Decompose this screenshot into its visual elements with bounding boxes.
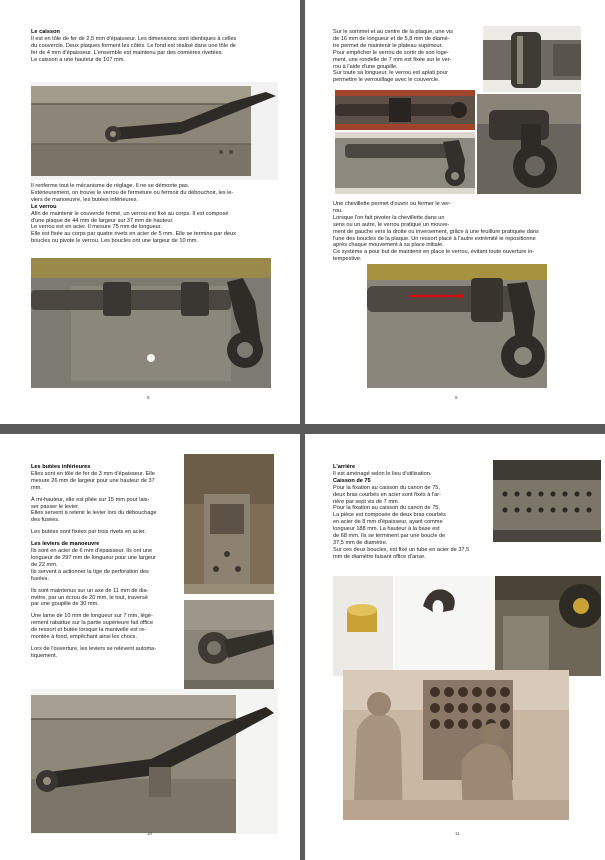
text-line: permettre le verrouillage avec le couvercle. xyxy=(333,77,440,84)
text-line: mètre, par un écrou de 20 mm, le tout, traversé xyxy=(31,594,148,601)
photo-verrou-pivot xyxy=(477,94,581,194)
text-line: l'une des boucles de la plaque. Un ressort placé à l'autre extrémité le repositionne xyxy=(333,235,536,242)
arriere-section xyxy=(333,464,495,561)
photo-verrou-plate xyxy=(335,132,475,194)
text-line: des fusées. xyxy=(31,517,60,524)
text-line: par une goupille de 30 mm. xyxy=(31,601,99,608)
text-line: de ressort et butée lorsque la manivelle est re- xyxy=(31,627,147,634)
photo-levier-axe xyxy=(184,600,274,700)
text-line: Ils servent à actionner la tige de perforation des xyxy=(31,568,149,575)
text-line: après chaque mouvement à sa place initiale. xyxy=(333,242,444,249)
text-line: sens ou un autre, le verrou pratique un mouve- xyxy=(333,221,450,228)
text-line: ment, une rondelle de 7 mm est fixée sur le ver- xyxy=(333,56,452,63)
caisson-section xyxy=(31,29,276,64)
text-line: Pour la fixation au caisson du canon de 75, xyxy=(333,505,440,512)
text-line: de 22 mm. xyxy=(31,561,58,568)
text-line: du couvercle. Deux plaques forment les côtés. Le fond est réalisé dans une tôle de xyxy=(31,42,236,49)
caisson-title: Le caisson xyxy=(31,29,60,35)
page-10 xyxy=(0,434,300,860)
text-line: boucles ou pivote le verrou. Les boucles ont une largeur de 10 mm. xyxy=(31,238,198,245)
text-line: rou. xyxy=(333,207,343,214)
text-line: Il est aménagé selon le lieu d'utilisation. xyxy=(333,470,432,477)
text-line: de 68 mm. Ils se terminent par une boucle de xyxy=(333,533,446,540)
butees-section xyxy=(31,464,181,660)
text-line: de 16 mm de longueur et de 5,8 mm de diamè- xyxy=(333,35,450,42)
page-number: 11 xyxy=(455,831,460,836)
photo-levier-manoeuvre xyxy=(31,689,278,834)
text-line: tiquement. xyxy=(31,652,58,659)
text-line: fer de 4 mm d'épaisseur. L'ensemble est maintenu par des cornières rivetées. xyxy=(31,49,224,56)
text-line: tempestive. xyxy=(333,256,362,263)
photo-caisson-75-arms xyxy=(333,576,601,676)
text-line: Elle est fixée au corps par quatre rivets en acier de 5 mm. Elle se termine par deux xyxy=(31,231,236,238)
text-line: Lorsque l'on fait pivoter la chevillette dans un xyxy=(333,214,445,221)
text-line: Afin de maintenir le couvercle fermé, un verrou est fixé au corps. Il est composé xyxy=(31,210,229,217)
photo-historical-soldiers xyxy=(343,670,569,820)
text-line: Pour la fixation au caisson du canon de 75, xyxy=(333,484,440,491)
page-8 xyxy=(0,0,300,424)
text-line: mm de diamètre faisant office d'anse. xyxy=(333,553,426,560)
text-line: ser passer le levier. xyxy=(31,503,80,510)
chevillette-section xyxy=(333,201,581,263)
photo-butee xyxy=(184,454,274,594)
text-line: Ce système a pour but de maintenir en place le verrou, évitant toute ouverture in- xyxy=(333,249,535,256)
text-line: La pièce est composée de deux bras courbés xyxy=(333,512,446,519)
text-line: Ils sont maintenus sur un axe de 11 mm de dia- xyxy=(31,587,149,594)
text-line: Ils sont en acier de 6 mm d'épaisseur. Ils ont une xyxy=(31,548,153,555)
text-line: Il renferme tout le mécanisme de réglage. Il ne se démonte pas. xyxy=(31,183,190,189)
text-line: rement rabattue sur la partie supérieure fait office xyxy=(31,620,154,627)
text-line: rière par sept vis de 7 mm. xyxy=(333,498,400,505)
text-line: tre permet de maintenir le plateau supérieur. xyxy=(333,42,443,49)
text-line: en acier de 8 mm d'épaisseur, ayant comme xyxy=(333,519,443,526)
page-number: 10 xyxy=(147,831,153,836)
photo-caisson-side xyxy=(31,82,278,180)
page-9 xyxy=(305,0,605,424)
photo-verrou-top xyxy=(483,26,581,92)
text-line: montée à fond, empêchant ainsi les chocs. xyxy=(31,634,138,641)
text-line: Sur le sommet et au centre de la plaque, une vis xyxy=(333,29,454,35)
text-line: fusées. xyxy=(31,575,50,582)
text-line: Le caisson a une hauteur de 107 mm. xyxy=(31,56,125,63)
text-line: 37,5 mm de diamètre. xyxy=(333,539,388,546)
text-line: Sur toute sa longueur, le verrou est aplati pour xyxy=(333,70,448,77)
vis-section xyxy=(333,29,478,84)
photo-arriere-caisson xyxy=(493,460,601,542)
text-line: viers de manoeuvre, les butées inférieures. xyxy=(31,196,138,203)
arriere-title: L'arrière xyxy=(333,464,356,470)
photo-verrou-bar xyxy=(335,90,475,130)
mecanisme-section xyxy=(31,183,276,245)
text-line: Il est en tôle de fer de 2,5 mm d'épaisseur. Les dimensions sont identiques à celles xyxy=(31,35,237,42)
text-line: Les butées sont fixées par trois rivets en acier. xyxy=(31,529,147,536)
text-line: mesure 26 mm de largeur pour une hauteur de 37 xyxy=(31,477,155,484)
text-line: À mi-hauteur, elle est pliée sur 15 mm pour lais- xyxy=(31,496,150,503)
page-number: 9 xyxy=(455,395,458,400)
text-line: Elles sont en tôle de fer de 3 mm d'épaisseur. Elle xyxy=(31,470,155,477)
text-line: ment de gauche vers la droite ou inversement, grâce à une feuillure pratiquée dans xyxy=(333,228,539,235)
text-line: Lors de l'ouverture, les leviers se relèvent automa- xyxy=(31,645,157,652)
text-line: Une chevillette permet d'ouvrir ou fermer le ver- xyxy=(333,201,451,207)
page-number: 8 xyxy=(147,395,150,400)
text-line: rou à l'aide d'une goupille. xyxy=(333,63,398,70)
text-line: Extérieurement, on trouve le verrou de fermeture ou fermoir du débouchoir, les le- xyxy=(31,189,234,196)
text-line: Elles servent à retenir le levier lors du débouchage xyxy=(31,510,157,517)
text-line: Une lame de 10 mm de longueur sur 7 mm, légè- xyxy=(31,613,153,620)
text-line: deux bras courbés en acier sont fixés à l'ar- xyxy=(333,491,442,498)
caisson-75-title: Caisson de 75 xyxy=(333,477,371,484)
text-line: Sur ces deux boucles, est fixé un tube en acier de 37,5 xyxy=(333,546,470,553)
text-line: longueur 188 mm. La hauteur à la base est xyxy=(333,526,440,533)
text-line: Pour empêcher le verrou de sortir de son loge- xyxy=(333,49,449,56)
text-line: longueur de 297 mm de longueur pour une largeur xyxy=(31,554,157,561)
verrou-title: Le verrou xyxy=(31,203,57,210)
photo-verrou-closeup xyxy=(31,258,271,388)
butees-title: Les butées inférieures xyxy=(31,464,91,470)
page-11 xyxy=(305,434,605,860)
text-line: d'une plaque de 44 mm de largeur sur 37 mm de hauteur. xyxy=(31,217,174,224)
text-line: mm. xyxy=(31,484,42,491)
text-line: Le verrou est en acier. Il mesure 75 mm de longueur. xyxy=(31,224,162,231)
leviers-title: Les leviers de manoeuvre xyxy=(31,541,100,548)
photo-verrou-mechanism xyxy=(367,264,547,388)
